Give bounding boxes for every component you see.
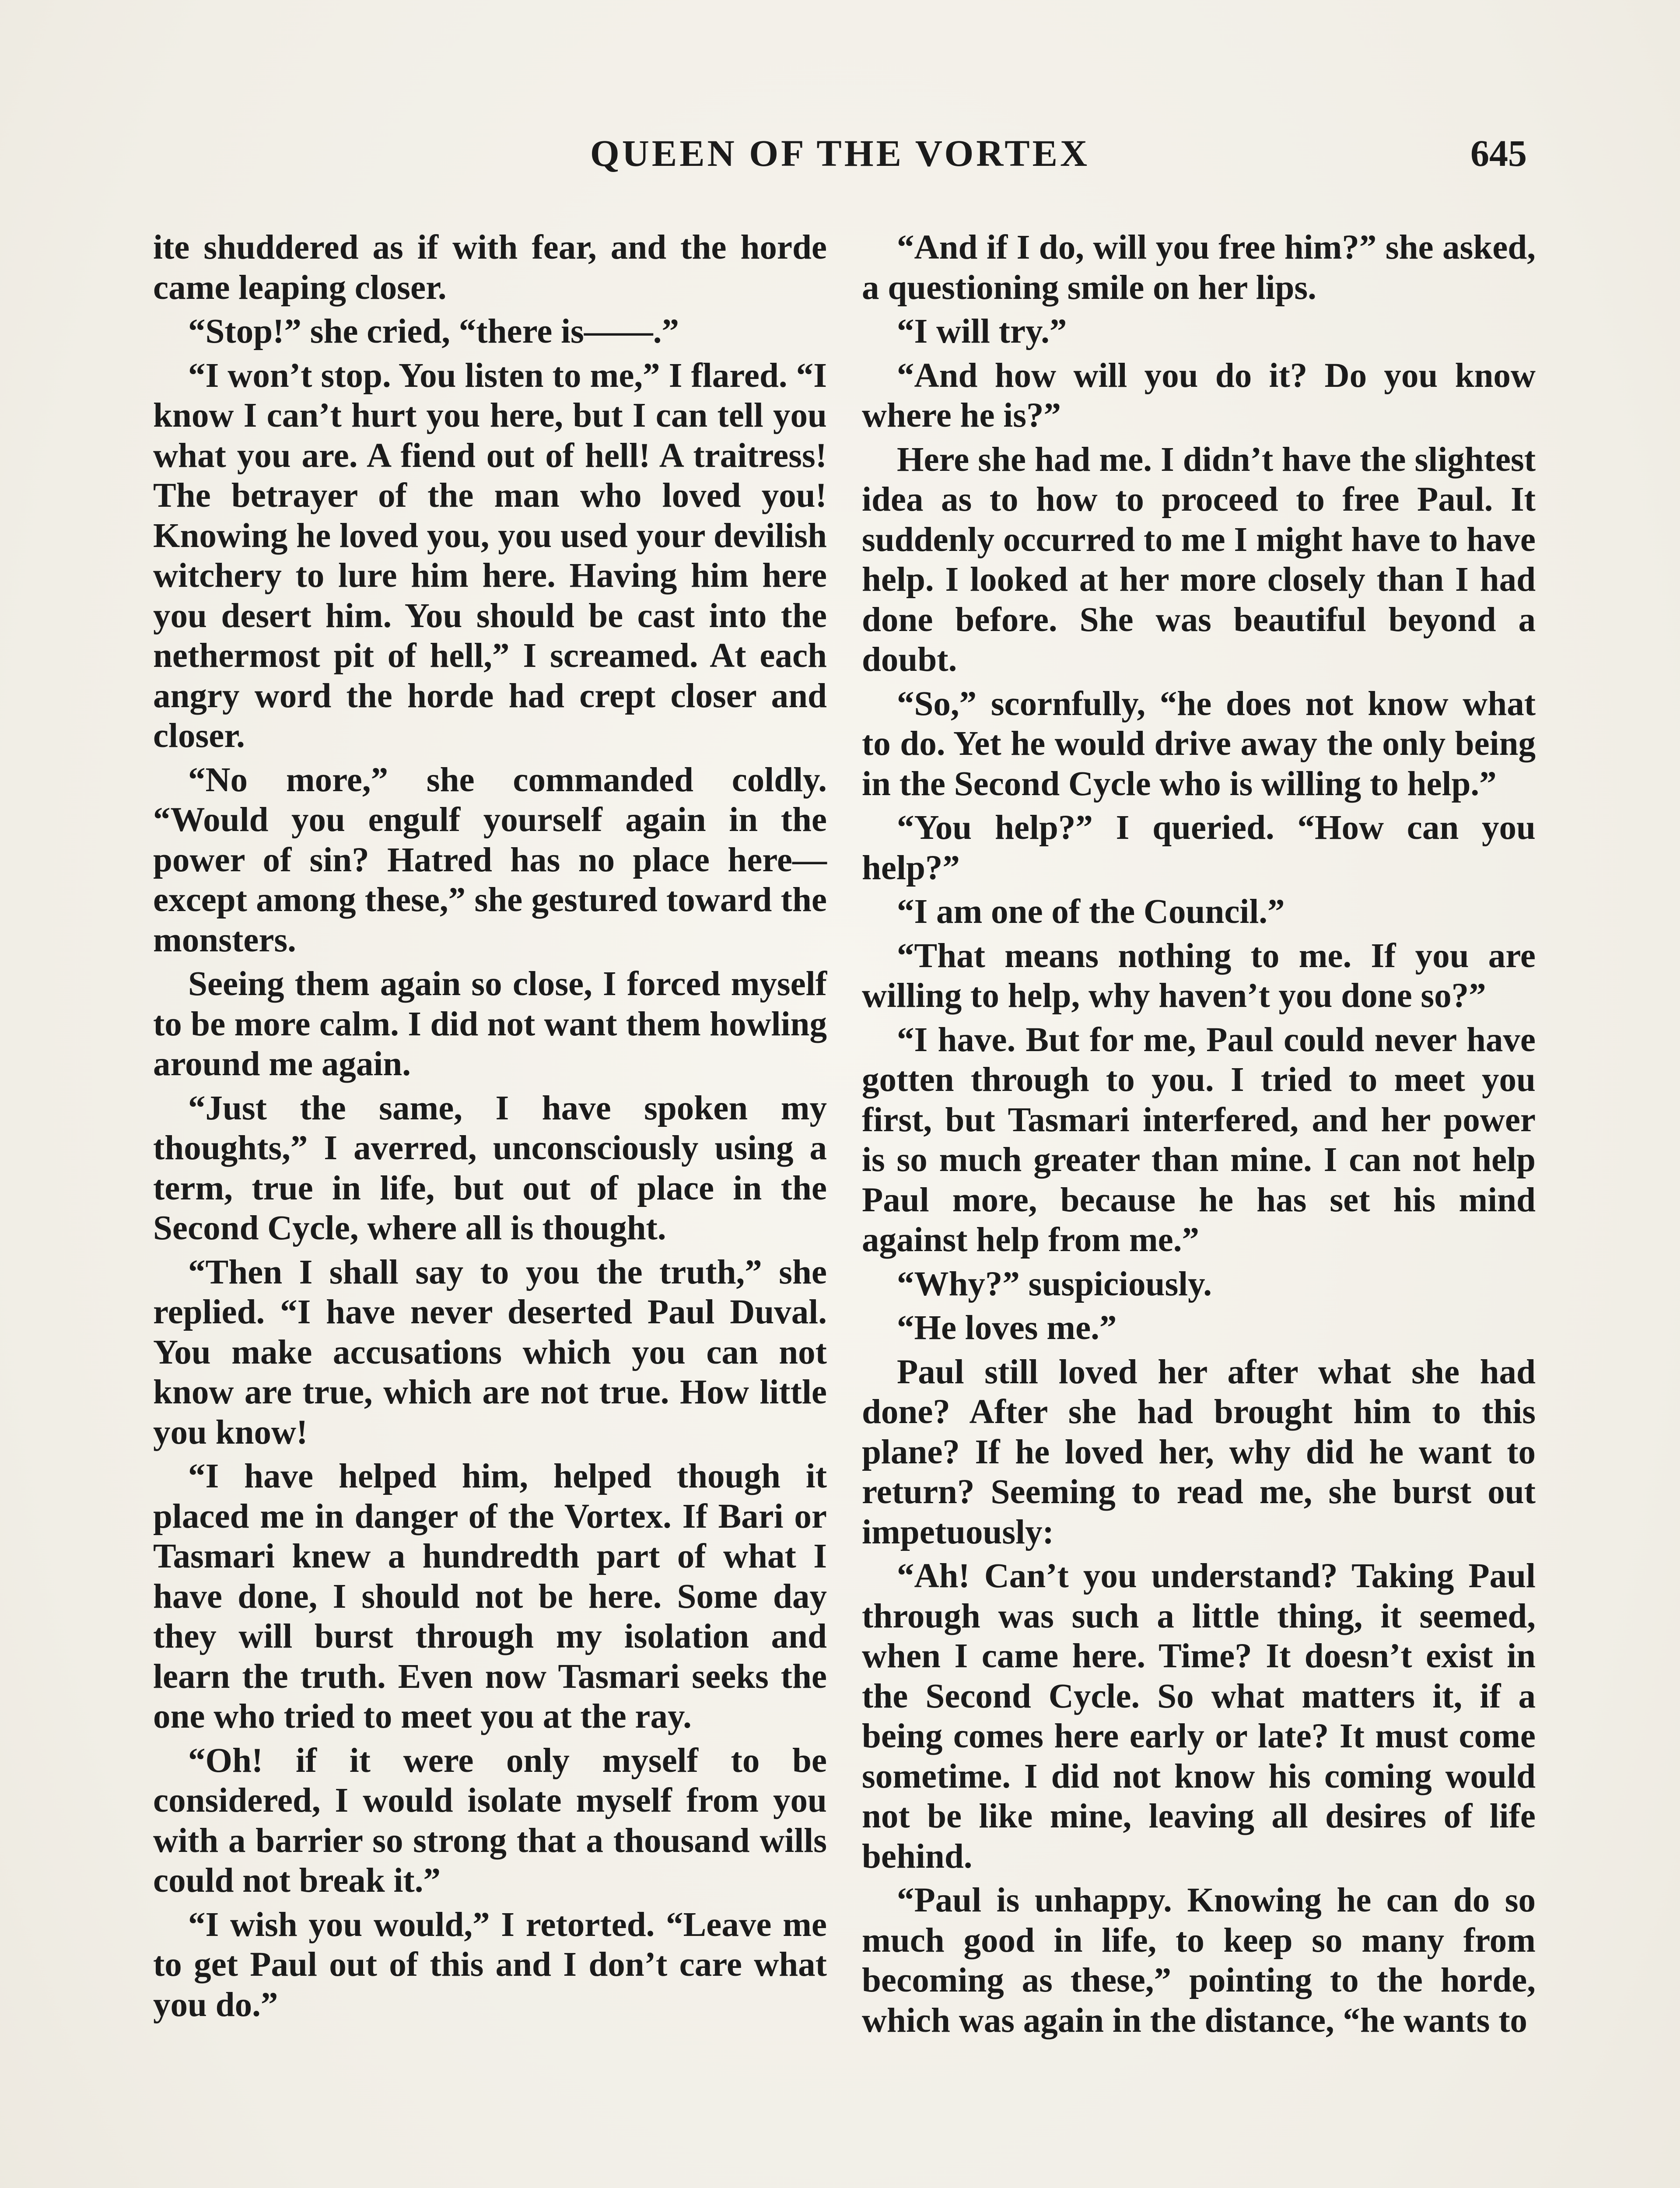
paragraph: “I wish you would,” I retorted. “Leave me to get Paul out of this and I don’t care what you do.” [153,1905,827,2024]
paragraph: “Then I shall say to you the truth,” she replied. “I have never deserted Paul Duval. You make accusations which you can not know are true, which are not true. How little you know! [153,1253,827,1452]
paragraph: “I won’t stop. You listen to me,” I flared. “I know I can’t hurt you here, but I can tell you what you are. A fiend out of hell! A traitress! The betrayer of the man who loved you! Knowing he loved you, you used your devilish witchery to lure him here. Having him here you desert him. You should be cast into the nethermost pit of hell,” I screamed. At each angry word the horde had crept closer and closer. [153,356,827,755]
page-header [153,131,1527,188]
paragraph: ite shuddered as if with fear, and the horde came leaping closer. [153,228,827,307]
paragraph: Here she had me. I didn’t have the slightest idea as to how to proceed to free Paul. It suddenly occurred to me I might have to have help. I looked at her more closely than I had done before. She was beautiful beyond a doubt. [862,440,1536,679]
paragraph: “I am one of the Council.” [897,893,1285,931]
paragraph: “I will try.” [897,312,1067,351]
paragraph: “No more,” she commanded coldly. “Would you engulf yourself again in the power of sin? Hatred has no place here—except among these,” she gestured toward the monsters. [153,761,827,959]
left-column [153,228,827,2029]
paragraph: “Why?” suspiciously. [897,1265,1212,1303]
paragraph: “Just the same, I have spoken my thoughts,” I averred, unconsciously using a term, true in life, but out of place in the Second Cycle, where all is thought. [153,1089,827,1247]
paragraph: “Paul is unhappy. Knowing he can do so much good in life, to keep so many from becoming as these,” pointing to the horde, which was again in the distance, “he wants to [862,1881,1536,2040]
paragraph: “And how will you do it? Do you know where he is?” [862,356,1536,435]
paragraph: “You help?” I queried. “How can you help?” [862,809,1536,887]
paragraph: “I have. But for me, Paul could never have gotten through to you. I tried to meet you first, but Tasmari interfered, and her power is so much greater than mine. I can not help Paul more, because he has set his mind against help from me.” [862,1020,1536,1259]
paragraph: “Stop!” she cried, “there is——.” [188,312,679,351]
paragraph: “He loves me.” [897,1309,1117,1347]
running-title: QUEEN OF THE VORTEX [590,132,1090,174]
paragraph: “And if I do, will you free him?” she asked, a questioning smile on her lips. [862,228,1536,307]
paragraph: Paul still loved her after what she had done? After she had brought him to this plane? If he loved her, why did he want to return? Seeming to read me, she burst out impetuously: [862,1353,1536,1551]
paragraph: “So,” scornfully, “he does not know what to do. Yet he would drive away the only being in the Second Cycle who is willing to help.” [862,684,1536,803]
right-column [862,228,1536,2044]
paragraph: “Oh! if it were only myself to be considered, I would isolate myself from you with a barrier so strong that a thousand wills could not break it.” [153,1741,827,1900]
paragraph: Seeing them again so close, I forced myself to be more calm. I did not want them howling around me again. [153,965,827,1083]
paragraph: “I have helped him, helped though it placed me in danger of the Vortex. If Bari or Tasmari knew a hundredth part of what I have done, I should not be here. Some day they will burst through my isolation and learn the truth. Even now Tasmari seeks the one who tried to meet you at the ray. [153,1457,827,1736]
paragraph: “Ah! Can’t you understand? Taking Paul through was such a little thing, it seemed, when I came here. Time? It doesn’t exist in the Second Cycle. So what matters it, if a being comes here early or late? It must come sometime. I did not know his coming would not be like mine, leaving all desires of life behind. [862,1557,1536,1876]
paragraph: “That means nothing to me. If you are willing to help, why haven’t you done so?” [862,936,1536,1015]
page-number: 645 [1470,132,1527,174]
